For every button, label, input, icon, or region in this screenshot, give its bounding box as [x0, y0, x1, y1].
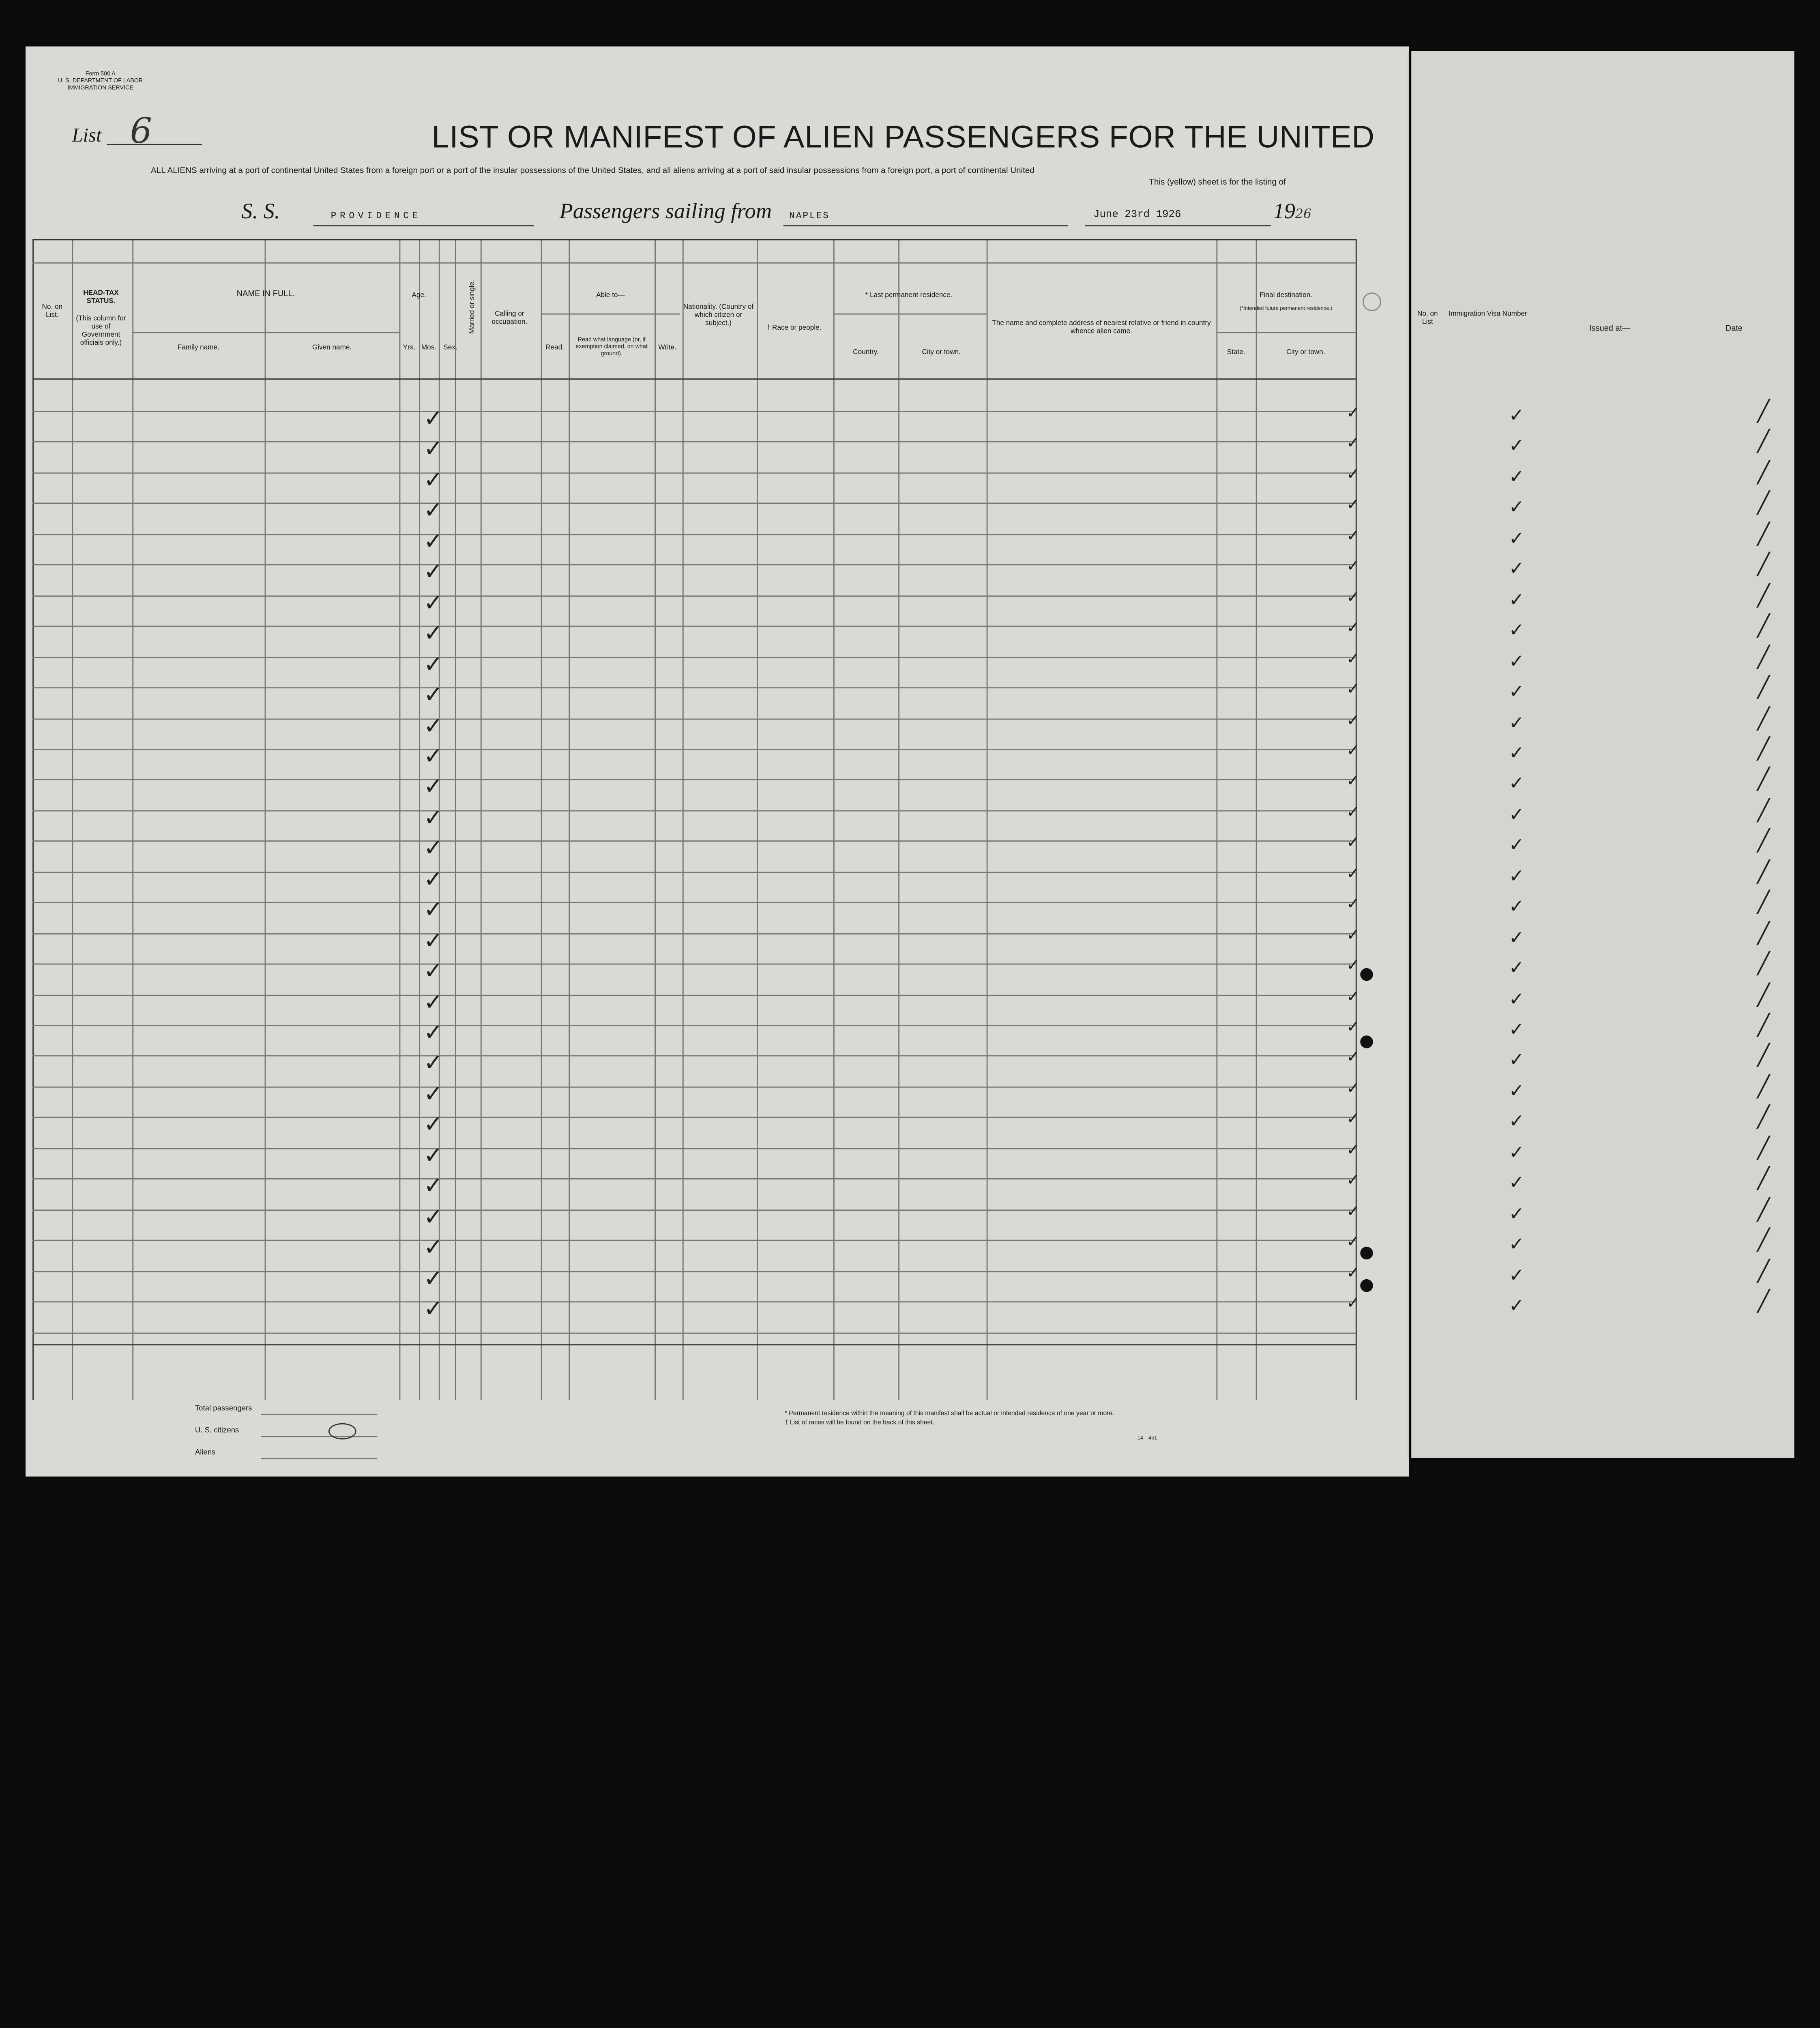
check-mark-icon: ╱ [1757, 1105, 1770, 1130]
year-prefix: 19 [1273, 200, 1295, 224]
header-relative: The name and complete address of nearest relative or friend in country whence alien came. [992, 320, 1211, 336]
check-mark-icon: ╱ [1757, 675, 1770, 700]
check-mark-icon: ✓ [1509, 434, 1524, 457]
check-mark-icon: ╱ [1757, 1136, 1770, 1161]
check-mark-icon: ✓ [423, 956, 443, 985]
check-mark-icon: ✓ [1346, 526, 1360, 546]
form-department: U. S. DEPARTMENT OF LABOR [58, 77, 143, 85]
header-race: † Race or people. [766, 325, 822, 332]
grid-hline [32, 1344, 1356, 1345]
grid-hline [32, 810, 1356, 811]
check-mark-icon: ╱ [1757, 1197, 1770, 1222]
footer-scribble [328, 1423, 356, 1439]
grid-hline [833, 314, 987, 315]
check-mark-icon: ✓ [1346, 803, 1360, 822]
grid-vline [898, 239, 899, 1400]
footer-citizens-label: U. S. citizens [195, 1426, 239, 1435]
header-country: Country. [853, 349, 879, 357]
header-final-destination-note: (*Intended future permanent residence.) [1239, 305, 1333, 312]
check-mark-icon: ╱ [1757, 921, 1770, 946]
check-mark-icon: ✓ [1346, 619, 1360, 638]
grid-hline [32, 239, 1356, 241]
check-mark-icon: ✓ [1509, 1079, 1524, 1102]
check-mark-icon: ╱ [1757, 645, 1770, 670]
ship-underline [313, 225, 534, 226]
check-mark-icon: ✓ [1509, 956, 1524, 979]
grid-vline [569, 239, 570, 1400]
departure-port: NAPLES [789, 211, 830, 222]
check-mark-icon: ✓ [1346, 434, 1360, 453]
check-mark-icon: ✓ [1346, 1202, 1360, 1221]
check-mark-icon: ✓ [423, 1079, 443, 1108]
check-mark-icon: ╱ [1757, 460, 1770, 486]
check-mark-icon: ╱ [1757, 614, 1770, 639]
check-mark-icon: ╱ [1757, 982, 1770, 1007]
check-mark-icon: ✓ [423, 496, 443, 524]
year-label [1273, 200, 1311, 225]
grid-hline [32, 1209, 1356, 1210]
check-mark-icon: ✓ [1509, 772, 1524, 795]
check-mark-icon: ✓ [423, 834, 443, 862]
check-mark-icon: ✓ [423, 1018, 443, 1046]
header-nationality: Nationality. (Country of which citizen or subject.) [683, 304, 754, 328]
grid-hline [32, 1301, 1356, 1302]
page-title: LIST OR MANIFEST OF ALIEN PASSENGERS FOR THE UNITED [431, 119, 1375, 155]
header-mos: Mos. [421, 345, 437, 352]
year-suffix: 26 [1295, 206, 1312, 222]
list-underline [107, 144, 202, 145]
header-calling: Calling or occupation. [491, 311, 528, 327]
grid-hline [32, 872, 1356, 873]
grid-vline [481, 239, 482, 1400]
check-mark-icon: ✓ [423, 741, 443, 770]
check-mark-icon: ✓ [1509, 895, 1524, 917]
grid-vline [833, 239, 835, 1400]
check-mark-icon: ╱ [1757, 890, 1770, 915]
check-mark-icon: ✓ [1509, 926, 1524, 948]
check-mark-icon: ✓ [1509, 1233, 1524, 1255]
check-mark-icon: ╱ [1757, 737, 1770, 762]
check-mark-icon: ✓ [1509, 864, 1524, 887]
check-mark-icon: ✓ [423, 864, 443, 893]
header-issued-at: Issued at— [1589, 325, 1631, 333]
footer-aliens-line [261, 1458, 377, 1459]
check-mark-icon: ✓ [423, 1263, 443, 1292]
check-mark-icon: ✓ [1346, 741, 1360, 760]
check-mark-icon: ✓ [423, 987, 443, 1015]
footer-total-label: Total passengers [195, 1405, 252, 1413]
check-mark-icon: ✓ [1346, 1110, 1360, 1129]
check-mark-icon: ╱ [1757, 430, 1770, 455]
grid-vline [32, 239, 34, 1400]
grid-hline [32, 442, 1356, 443]
header-city: City or town. [922, 349, 961, 357]
grid-hline [32, 994, 1356, 995]
check-mark-icon: ✓ [423, 1110, 443, 1138]
footer-citizens-line [261, 1436, 377, 1437]
check-mark-icon: ✓ [423, 465, 443, 494]
check-mark-icon: ✓ [423, 1171, 443, 1200]
check-mark-icon: ╱ [1757, 522, 1770, 547]
port-underline [783, 225, 1068, 226]
check-mark-icon: ✓ [423, 1141, 443, 1169]
check-mark-icon: ✓ [1509, 1018, 1524, 1040]
grid-vline [419, 239, 420, 1400]
form-identifier [58, 71, 143, 92]
grid-vline [757, 239, 758, 1400]
footer-aliens-label: Aliens [195, 1448, 216, 1457]
header-last-residence: * Last permanent residence. [865, 292, 953, 300]
check-mark-icon: ✓ [1509, 1202, 1524, 1225]
list-label: List [72, 124, 102, 146]
form-service: IMMIGRATION SERVICE [67, 84, 133, 92]
check-mark-icon: ✓ [1509, 1294, 1524, 1317]
punch-hole-2 [1360, 1035, 1373, 1048]
grid-vline [399, 239, 401, 1400]
check-mark-icon: ╱ [1757, 1074, 1770, 1100]
check-mark-icon: ✓ [423, 588, 443, 616]
check-mark-icon: ✓ [423, 557, 443, 586]
grid-vline [541, 239, 542, 1400]
footer-total-line [261, 1414, 377, 1415]
check-mark-icon: ╱ [1757, 1228, 1770, 1253]
check-mark-icon: ✓ [1346, 1171, 1360, 1190]
check-mark-icon: ✓ [1509, 649, 1524, 672]
list-number: 6 [130, 111, 152, 152]
punch-hole-3 [1360, 1247, 1373, 1259]
grid-vline [655, 239, 656, 1400]
grid-hline [541, 314, 680, 315]
check-mark-icon: ✓ [423, 772, 443, 801]
grid-hline [32, 902, 1356, 903]
header-head-tax: HEAD-TAX STATUS. [83, 290, 119, 305]
check-mark-icon: ✓ [423, 680, 443, 708]
check-mark-icon: ✓ [1509, 1263, 1524, 1286]
check-mark-icon: ✓ [423, 803, 443, 831]
grid-hline [32, 595, 1356, 596]
sailing-date: June 23rd 1926 [1093, 209, 1181, 221]
check-mark-icon: ✓ [1346, 711, 1360, 730]
check-mark-icon: ✓ [1509, 1110, 1524, 1132]
check-mark-icon: ✓ [423, 649, 443, 678]
grid-hline [32, 933, 1356, 934]
check-mark-icon: ╱ [1757, 399, 1770, 424]
check-mark-icon: ✓ [423, 1233, 443, 1261]
check-mark-icon: ✓ [423, 434, 443, 463]
check-mark-icon: ╱ [1757, 1044, 1770, 1069]
check-mark-icon: ✓ [1346, 1233, 1360, 1252]
grid-hline [32, 534, 1356, 535]
grid-hline [32, 262, 1356, 264]
manifest-sheet-right [1411, 51, 1794, 1458]
check-mark-icon: ✓ [1346, 1079, 1360, 1098]
footer-note-1: * Permanent residence within the meaning of this manifest shall be actual or intended residence of one year or more. [784, 1410, 1114, 1418]
footer-note-2: † List of races will be found on the back of this sheet. [784, 1420, 934, 1427]
grid-hline [32, 473, 1356, 474]
grid-hline [32, 503, 1356, 504]
check-mark-icon: ✓ [1346, 864, 1360, 883]
header-age: Age. [412, 292, 426, 300]
grid-hline [32, 1117, 1356, 1118]
check-mark-icon: ✓ [1509, 1171, 1524, 1194]
check-mark-icon: ╱ [1757, 1013, 1770, 1038]
header-family-name: Family name. [177, 345, 219, 352]
check-mark-icon: ✓ [1509, 404, 1524, 426]
grid-hline [1216, 332, 1355, 333]
grid-vline [1256, 239, 1257, 1400]
header-read-language: Read what language (or, if exemption claimed, on what ground). [575, 336, 648, 358]
sailing-label: Passengers sailing from [559, 200, 772, 224]
check-mark-icon: ✓ [1346, 987, 1360, 1006]
form-number: Form 500 A [85, 71, 116, 78]
check-mark-icon: ✓ [423, 895, 443, 923]
check-mark-icon: ✓ [1346, 496, 1360, 515]
check-mark-icon: ✓ [1346, 1141, 1360, 1160]
header-married: Married or single. [469, 280, 476, 334]
header-given-name: Given name. [312, 345, 352, 352]
check-mark-icon: ✓ [1346, 649, 1360, 668]
grid-vline [455, 239, 456, 1400]
grid-hline [32, 1025, 1356, 1026]
check-mark-icon: ✓ [423, 1048, 443, 1077]
check-mark-icon: ✓ [1509, 711, 1524, 733]
check-mark-icon: ✓ [1509, 557, 1524, 580]
check-mark-icon: ╱ [1757, 767, 1770, 793]
check-mark-icon: ✓ [423, 526, 443, 555]
check-mark-icon: ╱ [1757, 1259, 1770, 1284]
footer-code: 14—451 [1137, 1435, 1157, 1441]
header-read: Read. [545, 345, 564, 352]
grid-hline [32, 411, 1356, 412]
check-mark-icon: ✓ [1509, 496, 1524, 518]
check-mark-icon: ✓ [1509, 588, 1524, 610]
check-mark-icon: ╱ [1757, 583, 1770, 608]
check-mark-icon: ✓ [1509, 1048, 1524, 1071]
header-final-destination: Final destination. [1260, 292, 1313, 300]
grid-hline [32, 626, 1356, 627]
check-mark-icon: ╱ [1757, 491, 1770, 516]
check-mark-icon: ✓ [423, 404, 443, 432]
header-dest-city: City or town. [1286, 349, 1325, 357]
check-mark-icon: ✓ [1509, 1141, 1524, 1163]
check-mark-icon: ╱ [1757, 952, 1770, 977]
check-mark-icon: ✓ [1509, 680, 1524, 702]
grid-hline [32, 1179, 1356, 1180]
date-underline [1085, 225, 1271, 226]
manifest-sheet-left [26, 46, 1409, 1476]
header-sex: Sex. [443, 345, 457, 352]
grid-hline [32, 1087, 1356, 1088]
ship-name: PROVIDENCE [331, 211, 421, 222]
check-mark-icon: ✓ [1346, 1018, 1360, 1037]
header-yrs: Yrs. [403, 345, 416, 352]
grid-hline [32, 841, 1356, 842]
check-mark-icon: ╱ [1757, 860, 1770, 885]
check-mark-icon: ✓ [1346, 1263, 1360, 1283]
check-mark-icon: ╱ [1757, 798, 1770, 823]
header-visa-number: Immigration Visa Number [1449, 311, 1527, 318]
check-mark-icon: ✓ [1346, 680, 1360, 699]
check-mark-icon: ✓ [1346, 1048, 1360, 1068]
check-mark-icon: ✓ [423, 1202, 443, 1230]
check-mark-icon: ✓ [1346, 895, 1360, 914]
check-mark-icon: ✓ [423, 1294, 443, 1322]
ss-label: S. S. [241, 200, 280, 224]
header-write: Write. [658, 345, 676, 352]
check-mark-icon: ✓ [1346, 557, 1360, 576]
grid-hline [32, 1056, 1356, 1057]
grid-hline [32, 1332, 1356, 1333]
intro-line-2: This (yellow) sheet is for the listing of [1149, 176, 1286, 187]
grid-hline [132, 332, 399, 333]
check-mark-icon: ✓ [1346, 404, 1360, 423]
check-mark-icon: ╱ [1757, 553, 1770, 578]
header-name-in-full: NAME IN FULL. [236, 290, 295, 299]
grid-hline [32, 749, 1356, 750]
grid-hline [32, 565, 1356, 566]
grid-vline [132, 239, 133, 1400]
grid-hline [32, 657, 1356, 658]
header-head-tax-note: (This column for use of Government officials only.) [76, 316, 126, 347]
header-no-on-list: No. on List. [42, 304, 63, 320]
check-mark-icon: ✓ [1509, 803, 1524, 825]
check-mark-icon: ╱ [1757, 1167, 1770, 1192]
check-mark-icon: ✓ [1509, 741, 1524, 764]
check-mark-icon: ✓ [1346, 926, 1360, 945]
grid-hline [32, 687, 1356, 688]
grid-vline [1216, 239, 1217, 1400]
check-mark-icon: ╱ [1757, 829, 1770, 854]
check-mark-icon: ✓ [1509, 526, 1524, 549]
grid-hline [32, 378, 1356, 380]
check-mark-icon: ✓ [1346, 956, 1360, 975]
check-mark-icon: ✓ [423, 926, 443, 954]
grid-vline [987, 239, 988, 1400]
check-mark-icon: ✓ [1509, 834, 1524, 856]
check-mark-icon: ✓ [1509, 465, 1524, 488]
check-mark-icon: ✓ [1509, 987, 1524, 1010]
check-mark-icon: ✓ [423, 619, 443, 647]
grid-hline [32, 1271, 1356, 1272]
header-date: Date [1725, 325, 1743, 333]
check-mark-icon: ✓ [1346, 834, 1360, 853]
intro-line-1: ALL ALIENS arriving at a port of continental United States from a foreign port or a port of the insular possessions of the United States, and all aliens arriving at a port of said insular possessions from a foreign port, a port of continental United [151, 165, 1034, 176]
punch-hole-1 [1360, 968, 1373, 981]
check-mark-icon: ✓ [1346, 1294, 1360, 1313]
grid-vline [682, 239, 684, 1400]
header-able-to: Able to— [596, 292, 625, 300]
check-mark-icon: ✓ [1346, 588, 1360, 607]
punch-ring [1363, 292, 1381, 311]
grid-hline [32, 1148, 1356, 1149]
header-right-no-on-list: No. on List [1417, 311, 1438, 327]
grid-hline [32, 964, 1356, 965]
check-mark-icon: ✓ [1509, 619, 1524, 641]
check-mark-icon: ✓ [1346, 465, 1360, 484]
check-mark-icon: ✓ [423, 711, 443, 739]
grid-vline [265, 239, 266, 1400]
grid-hline [32, 1240, 1356, 1241]
punch-hole-4 [1360, 1279, 1373, 1292]
grid-hline [32, 718, 1356, 719]
grid-hline [32, 780, 1356, 781]
check-mark-icon: ✓ [1346, 772, 1360, 791]
check-mark-icon: ╱ [1757, 1289, 1770, 1314]
grid-vline [72, 239, 73, 1400]
header-state: State. [1227, 349, 1245, 357]
check-mark-icon: ╱ [1757, 706, 1770, 731]
